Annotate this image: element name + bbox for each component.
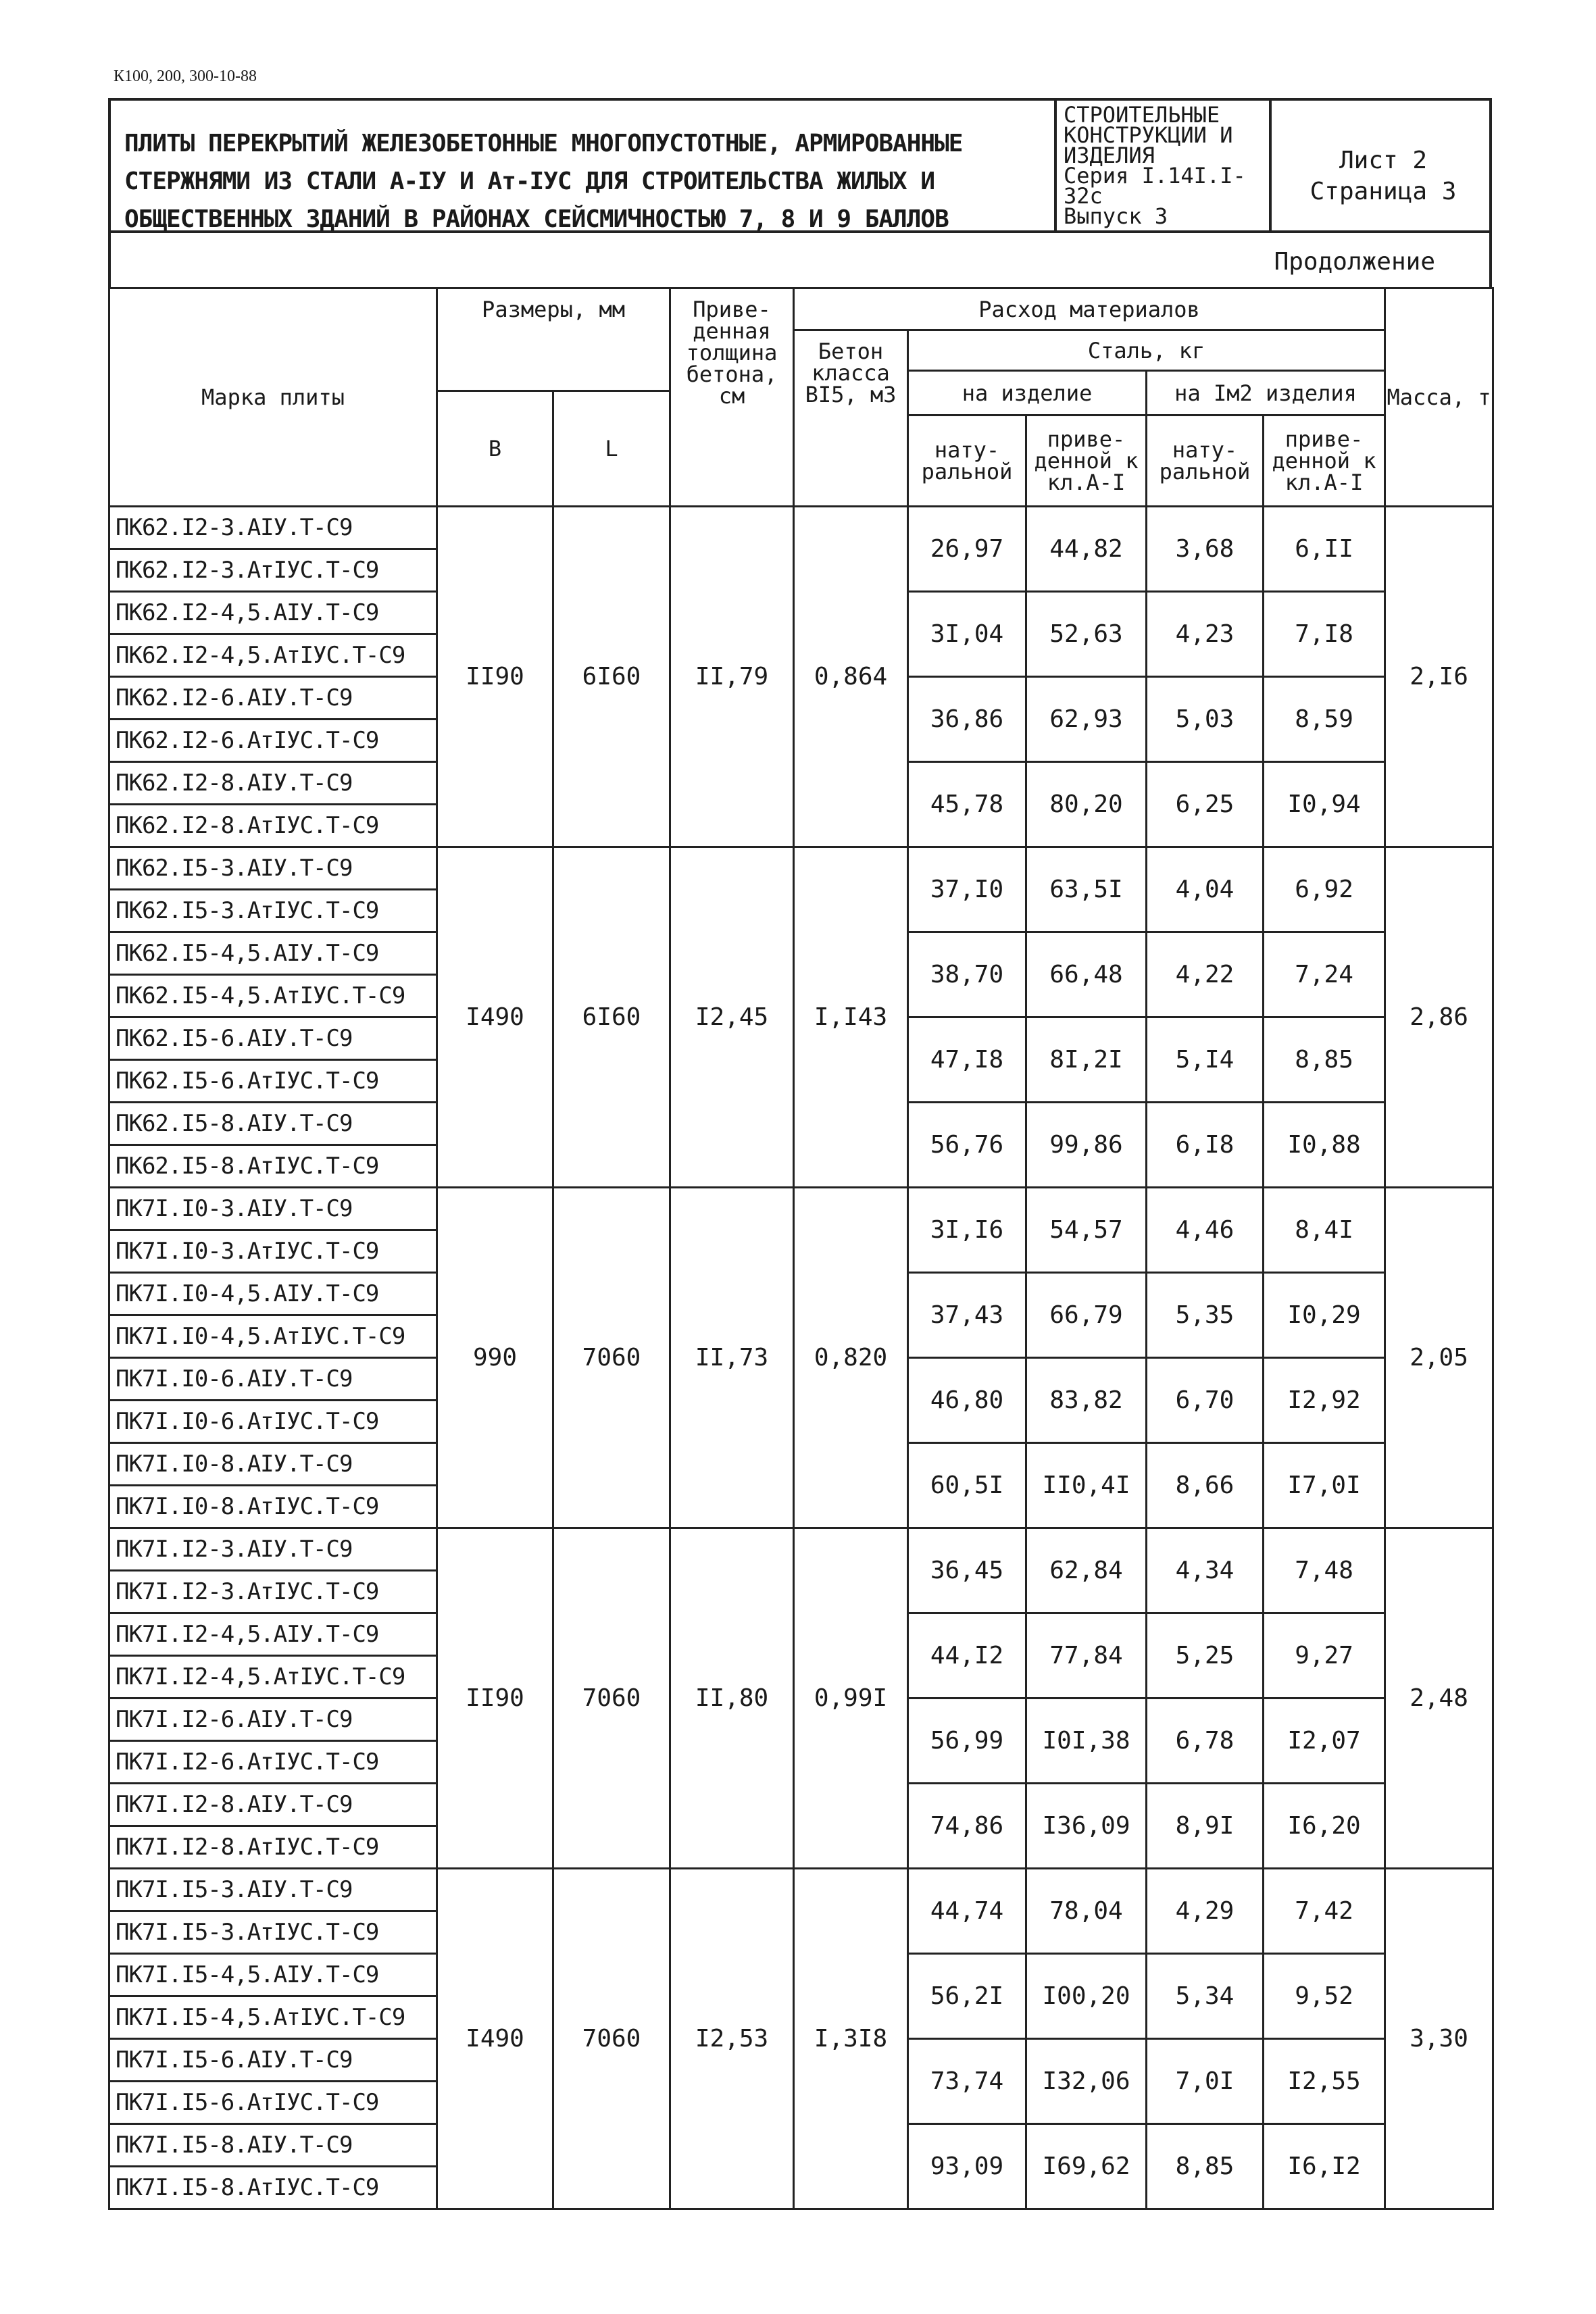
- series-line: Выпуск 3: [1064, 203, 1168, 229]
- plate-mark-cell: ПК62.I2-6.АтIУС.Т-С9: [109, 720, 437, 762]
- plate-mark-cell: ПК7I.I0-4,5.АтIУС.Т-С9: [109, 1315, 437, 1358]
- plate-mark-cell: ПК62.I2-3.АтIУС.Т-С9: [109, 549, 437, 592]
- steel-m2-reduced-cell: 8,85: [1264, 1017, 1385, 1103]
- natural-header: нату-ральной: [1147, 416, 1264, 507]
- steel-item-natural-cell: 3I,04: [908, 592, 1026, 677]
- thickness-cell: I2,53: [670, 1869, 794, 2209]
- plate-mark-cell: ПК7I.I2-6.AIУ.Т-С9: [109, 1699, 437, 1741]
- width-b-cell: 990: [437, 1188, 553, 1528]
- steel-m2-natural-cell: 4,34: [1147, 1528, 1264, 1613]
- series-block: [1057, 101, 1272, 230]
- steel-m2-natural-cell: 4,29: [1147, 1869, 1264, 1954]
- plate-mark-cell: ПК7I.I5-4,5.AIУ.Т-С9: [109, 1954, 437, 1996]
- plate-mark-cell: ПК62.I2-4,5.АтIУС.Т-С9: [109, 634, 437, 677]
- plate-mark-cell: ПК62.I2-3.AIУ.Т-С9: [109, 507, 437, 549]
- consumption-header: Расход материалов: [794, 288, 1385, 330]
- steel-m2-reduced-cell: 7,48: [1264, 1528, 1385, 1613]
- col-sizes-header: Размеры, мм: [437, 288, 670, 391]
- steel-item-natural-cell: 26,97: [908, 507, 1026, 592]
- plate-mark-cell: ПК62.I5-6.AIУ.Т-С9: [109, 1017, 437, 1060]
- steel-m2-natural-cell: 5,I4: [1147, 1017, 1264, 1103]
- concrete-cell: I,3I8: [794, 1869, 908, 2209]
- steel-item-reduced-cell: 77,84: [1026, 1613, 1147, 1699]
- table-header: [109, 288, 1493, 507]
- plate-mark-cell: ПК7I.I5-3.AIУ.Т-С9: [109, 1869, 437, 1911]
- reduced-header: приве-денной к кл.А-I: [1026, 416, 1147, 507]
- plate-mark-cell: ПК7I.I0-8.АтIУС.Т-С9: [109, 1486, 437, 1528]
- steel-m2-reduced-cell: I6,I2: [1264, 2124, 1385, 2209]
- plate-mark-cell: ПК7I.I0-3.АтIУС.Т-С9: [109, 1230, 437, 1273]
- steel-m2-natural-cell: 5,03: [1147, 677, 1264, 762]
- document-code: К100, 200, 300-10-88: [114, 68, 257, 85]
- steel-m2-natural-cell: 5,25: [1147, 1613, 1264, 1699]
- mass-cell: 3,30: [1385, 1869, 1493, 2209]
- steel-m2-reduced-cell: 8,4I: [1264, 1188, 1385, 1273]
- steel-m2-natural-cell: 8,85: [1147, 2124, 1264, 2209]
- steel-item-reduced-cell: I0I,38: [1026, 1699, 1147, 1784]
- steel-m2-reduced-cell: 6,92: [1264, 847, 1385, 932]
- steel-m2-reduced-cell: I2,55: [1264, 2039, 1385, 2124]
- steel-item-natural-cell: 56,2I: [908, 1954, 1026, 2039]
- mass-cell: 2,05: [1385, 1188, 1493, 1528]
- concrete-cell: I,I43: [794, 847, 908, 1188]
- series-line: СТРОИТЕЛЬНЫЕ: [1064, 102, 1220, 128]
- steel-m2-natural-cell: 7,0I: [1147, 2039, 1264, 2124]
- width-b-cell: II90: [437, 1528, 553, 1869]
- steel-item-reduced-cell: 52,63: [1026, 592, 1147, 677]
- document-title: [111, 101, 1057, 233]
- per-m2-header: на Iм2 изделия: [1147, 371, 1385, 416]
- steel-m2-reduced-cell: I6,20: [1264, 1784, 1385, 1869]
- plate-mark-cell: ПК7I.I0-8.AIУ.Т-С9: [109, 1443, 437, 1486]
- steel-m2-reduced-cell: 9,27: [1264, 1613, 1385, 1699]
- length-l-cell: 6I60: [553, 507, 670, 847]
- steel-m2-reduced-cell: I2,07: [1264, 1699, 1385, 1784]
- steel-m2-reduced-cell: I0,88: [1264, 1103, 1385, 1188]
- plate-mark-cell: ПК62.I5-6.АтIУС.Т-С9: [109, 1060, 437, 1103]
- plate-mark-cell: ПК7I.I2-3.АтIУС.Т-С9: [109, 1571, 437, 1613]
- table-row: [109, 1869, 1493, 1911]
- steel-item-reduced-cell: I00,20: [1026, 1954, 1147, 2039]
- thickness-cell: II,79: [670, 507, 794, 847]
- per-item-header: на изделие: [908, 371, 1147, 416]
- steel-m2-reduced-cell: 7,24: [1264, 932, 1385, 1017]
- materials-table: [108, 287, 1494, 2210]
- steel-item-natural-cell: 38,70: [908, 932, 1026, 1017]
- steel-item-natural-cell: 36,45: [908, 1528, 1026, 1613]
- steel-item-reduced-cell: I69,62: [1026, 2124, 1147, 2209]
- width-b-cell: II90: [437, 507, 553, 847]
- steel-item-natural-cell: 44,74: [908, 1869, 1026, 1954]
- col-b-header: B: [437, 391, 553, 507]
- steel-header: Сталь, кг: [908, 330, 1385, 371]
- plate-mark-cell: ПК62.I5-3.АтIУС.Т-С9: [109, 890, 437, 932]
- concrete-cell: 0,99I: [794, 1528, 908, 1869]
- length-l-cell: 7060: [553, 1528, 670, 1869]
- length-l-cell: 7060: [553, 1188, 670, 1528]
- steel-item-reduced-cell: 99,86: [1026, 1103, 1147, 1188]
- steel-m2-natural-cell: 8,66: [1147, 1443, 1264, 1528]
- mass-cell: 2,86: [1385, 847, 1493, 1188]
- table-body: [109, 507, 1493, 2209]
- steel-item-natural-cell: 73,74: [908, 2039, 1026, 2124]
- series-line: КОНСТРУКЦИИ И: [1064, 122, 1233, 148]
- steel-item-reduced-cell: I36,09: [1026, 1784, 1147, 1869]
- length-l-cell: 6I60: [553, 847, 670, 1188]
- table-row: [109, 847, 1493, 890]
- steel-item-reduced-cell: 62,93: [1026, 677, 1147, 762]
- steel-m2-reduced-cell: I0,29: [1264, 1273, 1385, 1358]
- steel-item-reduced-cell: 54,57: [1026, 1188, 1147, 1273]
- steel-item-reduced-cell: 80,20: [1026, 762, 1147, 847]
- plate-mark-cell: ПК7I.I2-4,5.АтIУС.Т-С9: [109, 1656, 437, 1699]
- steel-item-natural-cell: 47,I8: [908, 1017, 1026, 1103]
- steel-m2-natural-cell: 6,25: [1147, 762, 1264, 847]
- steel-item-natural-cell: 44,I2: [908, 1613, 1026, 1699]
- steel-m2-natural-cell: 5,34: [1147, 1954, 1264, 2039]
- plate-mark-cell: ПК7I.I0-6.АтIУС.Т-С9: [109, 1401, 437, 1443]
- plate-mark-cell: ПК7I.I2-6.АтIУС.Т-С9: [109, 1741, 437, 1784]
- steel-item-natural-cell: 37,I0: [908, 847, 1026, 932]
- concrete-cell: 0,820: [794, 1188, 908, 1528]
- steel-m2-reduced-cell: I0,94: [1264, 762, 1385, 847]
- steel-m2-natural-cell: 4,22: [1147, 932, 1264, 1017]
- plate-mark-cell: ПК7I.I2-8.AIУ.Т-С9: [109, 1784, 437, 1826]
- plate-mark-cell: ПК7I.I5-8.АтIУС.Т-С9: [109, 2167, 437, 2209]
- length-l-cell: 7060: [553, 1869, 670, 2209]
- continuation-label: Продолжение: [1274, 248, 1435, 276]
- steel-item-natural-cell: 93,09: [908, 2124, 1026, 2209]
- steel-item-natural-cell: 3I,I6: [908, 1188, 1026, 1273]
- steel-item-reduced-cell: 78,04: [1026, 1869, 1147, 1954]
- title-line: ПЛИТЫ ПЕРЕКРЫТИЙ ЖЕЛЕЗОБЕТОННЫЕ МНОГОПУСТОТНЫЕ, АРМИРОВАННЫЕ: [124, 130, 963, 157]
- steel-item-reduced-cell: 44,82: [1026, 507, 1147, 592]
- plate-mark-cell: ПК62.I2-6.AIУ.Т-С9: [109, 677, 437, 720]
- plate-mark-cell: ПК62.I5-4,5.АтIУС.Т-С9: [109, 975, 437, 1017]
- steel-m2-natural-cell: 5,35: [1147, 1273, 1264, 1358]
- series-line: Серия I.14I.I-32с: [1064, 163, 1246, 209]
- thickness-cell: II,73: [670, 1188, 794, 1528]
- plate-mark-cell: ПК7I.I5-3.АтIУС.Т-С9: [109, 1911, 437, 1954]
- thickness-cell: II,80: [670, 1528, 794, 1869]
- title-block: [108, 98, 1492, 233]
- col-thickness-header: Приве-денная толщина бетона, см: [670, 288, 794, 507]
- plate-mark-cell: ПК62.I2-4,5.AIУ.Т-С9: [109, 592, 437, 634]
- steel-item-reduced-cell: II0,4I: [1026, 1443, 1147, 1528]
- steel-item-natural-cell: 56,76: [908, 1103, 1026, 1188]
- table-row: [109, 1188, 1493, 1230]
- mass-cell: 2,I6: [1385, 507, 1493, 847]
- plate-mark-cell: ПК7I.I5-4,5.АтIУС.Т-С9: [109, 1996, 437, 2039]
- title-line: ОБЩЕСТВЕННЫХ ЗДАНИЙ В РАЙОНАХ СЕЙСМИЧНОСТЬЮ 7, 8 И 9 БАЛЛОВ: [124, 205, 949, 233]
- steel-m2-natural-cell: 3,68: [1147, 507, 1264, 592]
- steel-item-natural-cell: 45,78: [908, 762, 1026, 847]
- page-number: Страница 3: [1310, 178, 1457, 205]
- steel-item-reduced-cell: I32,06: [1026, 2039, 1147, 2124]
- steel-item-natural-cell: 46,80: [908, 1358, 1026, 1443]
- plate-mark-cell: ПК62.I5-3.AIУ.Т-С9: [109, 847, 437, 890]
- natural-header: нату-ральной: [908, 416, 1026, 507]
- sheet-block: [1272, 101, 1489, 230]
- steel-m2-natural-cell: 6,78: [1147, 1699, 1264, 1784]
- plate-mark-cell: ПК7I.I2-4,5.AIУ.Т-С9: [109, 1613, 437, 1656]
- mass-cell: 2,48: [1385, 1528, 1493, 1869]
- col-concrete-header: Бетон класса BI5, м3: [794, 330, 908, 507]
- plate-mark-cell: ПК7I.I0-3.AIУ.Т-С9: [109, 1188, 437, 1230]
- plate-mark-cell: ПК7I.I5-8.AIУ.Т-С9: [109, 2124, 437, 2167]
- plate-mark-cell: ПК7I.I0-4,5.AIУ.Т-С9: [109, 1273, 437, 1315]
- steel-item-natural-cell: 74,86: [908, 1784, 1026, 1869]
- steel-m2-reduced-cell: 8,59: [1264, 677, 1385, 762]
- plate-mark-cell: ПК7I.I2-8.АтIУС.Т-С9: [109, 1826, 437, 1869]
- plate-mark-cell: ПК62.I5-8.АтIУС.Т-С9: [109, 1145, 437, 1188]
- plate-mark-cell: ПК62.I2-8.AIУ.Т-С9: [109, 762, 437, 805]
- steel-item-reduced-cell: 66,79: [1026, 1273, 1147, 1358]
- sheet-number: Лист 2: [1339, 147, 1428, 174]
- plate-mark-cell: ПК62.I5-8.AIУ.Т-С9: [109, 1103, 437, 1145]
- plate-mark-cell: ПК7I.I5-6.AIУ.Т-С9: [109, 2039, 437, 2082]
- col-l-header: L: [553, 391, 670, 507]
- steel-m2-natural-cell: 8,9I: [1147, 1784, 1264, 1869]
- col-mark-header: Марка плиты: [109, 288, 437, 507]
- plate-mark-cell: ПК62.I2-8.АтIУС.Т-С9: [109, 805, 437, 847]
- col-mass-header: Масса, т: [1385, 288, 1493, 507]
- steel-m2-natural-cell: 6,I8: [1147, 1103, 1264, 1188]
- reduced-header: приве-денной к кл.А-I: [1264, 416, 1385, 507]
- table-row: [109, 1528, 1493, 1571]
- plate-mark-cell: ПК62.I5-4,5.AIУ.Т-С9: [109, 932, 437, 975]
- steel-item-reduced-cell: 83,82: [1026, 1358, 1147, 1443]
- steel-m2-reduced-cell: 6,II: [1264, 507, 1385, 592]
- steel-item-reduced-cell: 63,5I: [1026, 847, 1147, 932]
- steel-item-natural-cell: 56,99: [908, 1699, 1026, 1784]
- plate-mark-cell: ПК7I.I5-6.АтIУС.Т-С9: [109, 2082, 437, 2124]
- steel-item-reduced-cell: 62,84: [1026, 1528, 1147, 1613]
- thickness-cell: I2,45: [670, 847, 794, 1188]
- steel-item-reduced-cell: 66,48: [1026, 932, 1147, 1017]
- table-row: [109, 507, 1493, 549]
- steel-m2-natural-cell: 4,46: [1147, 1188, 1264, 1273]
- steel-m2-reduced-cell: 9,52: [1264, 1954, 1385, 2039]
- continuation-row: [108, 233, 1492, 287]
- steel-m2-natural-cell: 4,04: [1147, 847, 1264, 932]
- plate-mark-cell: ПК7I.I0-6.AIУ.Т-С9: [109, 1358, 437, 1401]
- steel-item-reduced-cell: 8I,2I: [1026, 1017, 1147, 1103]
- steel-m2-reduced-cell: 7,42: [1264, 1869, 1385, 1954]
- plate-mark-cell: ПК7I.I2-3.AIУ.Т-С9: [109, 1528, 437, 1571]
- steel-item-natural-cell: 60,5I: [908, 1443, 1026, 1528]
- steel-item-natural-cell: 37,43: [908, 1273, 1026, 1358]
- steel-m2-natural-cell: 6,70: [1147, 1358, 1264, 1443]
- steel-m2-reduced-cell: 7,I8: [1264, 592, 1385, 677]
- title-line: СТЕРЖНЯМИ ИЗ СТАЛИ А-IУ И Ат-IУС ДЛЯ СТРОИТЕЛЬСТВА ЖИЛЫХ И: [124, 168, 935, 195]
- width-b-cell: I490: [437, 847, 553, 1188]
- series-line: ИЗДЕЛИЯ: [1064, 143, 1155, 168]
- concrete-cell: 0,864: [794, 507, 908, 847]
- steel-m2-reduced-cell: I7,0I: [1264, 1443, 1385, 1528]
- steel-item-natural-cell: 36,86: [908, 677, 1026, 762]
- width-b-cell: I490: [437, 1869, 553, 2209]
- steel-m2-natural-cell: 4,23: [1147, 592, 1264, 677]
- steel-m2-reduced-cell: I2,92: [1264, 1358, 1385, 1443]
